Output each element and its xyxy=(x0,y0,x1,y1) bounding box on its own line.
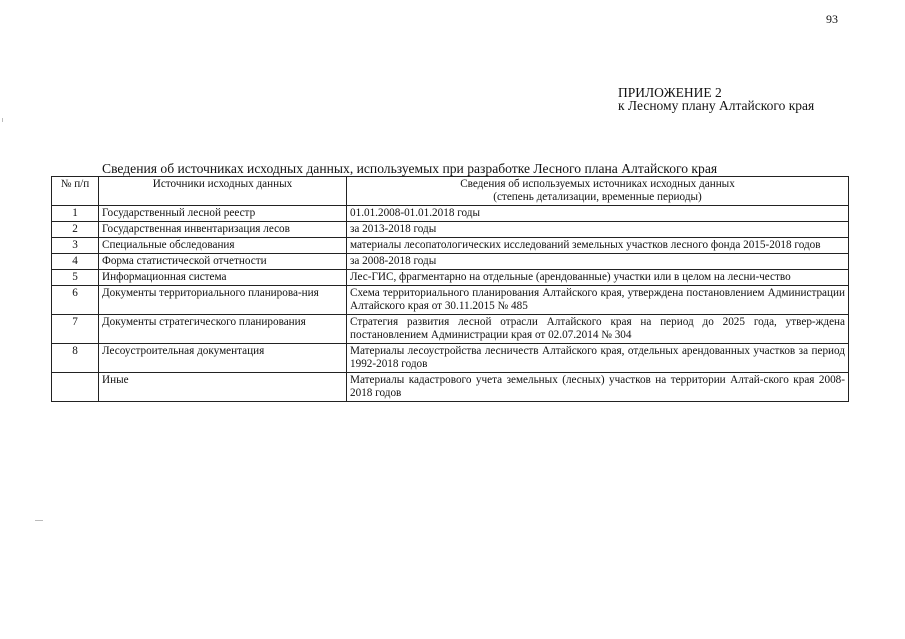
row-source: Государственная инвентаризация лесов xyxy=(99,222,347,238)
row-info: Схема территориального планирования Алтайского края, утверждена постановлением Администрации Алтайского края от 30.11.2015 № 485 xyxy=(347,286,849,315)
row-number: 3 xyxy=(52,238,99,254)
row-source: Специальные обследования xyxy=(99,238,347,254)
row-info: материалы лесопатологических исследований земельных участков лесного фонда 2015-2018 годов xyxy=(347,238,849,254)
row-info: за 2008-2018 годы xyxy=(347,254,849,270)
table-row xyxy=(52,373,849,402)
table-row xyxy=(52,315,849,344)
table-body xyxy=(52,206,849,402)
scan-mark xyxy=(35,520,43,521)
row-info: 01.01.2008-01.01.2018 годы xyxy=(347,206,849,222)
table-row xyxy=(52,206,849,222)
row-info: за 2013-2018 годы xyxy=(347,222,849,238)
sources-table xyxy=(51,176,849,402)
row-source: Документы стратегического планирования xyxy=(99,315,347,344)
row-info: Материалы лесоустройства лесничеств Алтайского края, отдельных арендованных участков за период 1992-2018 годов xyxy=(347,344,849,373)
table-title: Сведения об источниках исходных данных, используемых при разработке Лесного плана Алтайского края xyxy=(102,161,718,176)
row-source: Документы территориального планирова-ния xyxy=(99,286,347,315)
row-source: Государственный лесной реестр xyxy=(99,206,347,222)
row-source: Информационная система xyxy=(99,270,347,286)
row-number: 2 xyxy=(52,222,99,238)
header-info-line2: (степень детализации, временные периоды) xyxy=(493,191,702,203)
row-number: 6 xyxy=(52,286,99,315)
table-row xyxy=(52,238,849,254)
table-row xyxy=(52,270,849,286)
row-info: Материалы кадастрового учета земельных (лесных) участков на территории Алтай-ского края 2008-2018 годов xyxy=(347,373,849,402)
row-source: Форма статистической отчетности xyxy=(99,254,347,270)
table-row xyxy=(52,254,849,270)
header-source: Источники исходных данных xyxy=(99,177,347,206)
table-row xyxy=(52,286,849,315)
appendix-subtitle: к Лесному плану Алтайского края xyxy=(618,98,815,113)
header-number: № п/п xyxy=(52,177,99,206)
row-number: 1 xyxy=(52,206,99,222)
scan-mark xyxy=(2,118,3,122)
table-row xyxy=(52,222,849,238)
row-info: Лес-ГИС, фрагментарно на отдельные (арендованные) участки или в целом на лесни-чество xyxy=(347,270,849,286)
table-header-row xyxy=(52,177,849,206)
row-number: 8 xyxy=(52,344,99,373)
table-row xyxy=(52,344,849,373)
header-info xyxy=(347,177,849,206)
appendix-title: ПРИЛОЖЕНИЕ 2 xyxy=(618,85,722,100)
row-source: Лесоустроительная документация xyxy=(99,344,347,373)
row-number: 5 xyxy=(52,270,99,286)
header-info-line1: Сведения об используемых источниках исходных данных xyxy=(460,178,735,190)
row-number: 7 xyxy=(52,315,99,344)
row-number: 4 xyxy=(52,254,99,270)
page-number: 93 xyxy=(826,12,838,26)
row-source: Иные xyxy=(99,373,347,402)
appendix-heading xyxy=(618,86,814,112)
row-info: Стратегия развития лесной отрасли Алтайского края на период до 2025 года, утвер-ждена постановлением Администрации края от 02.07.2014 № 304 xyxy=(347,315,849,344)
row-number xyxy=(52,373,99,402)
